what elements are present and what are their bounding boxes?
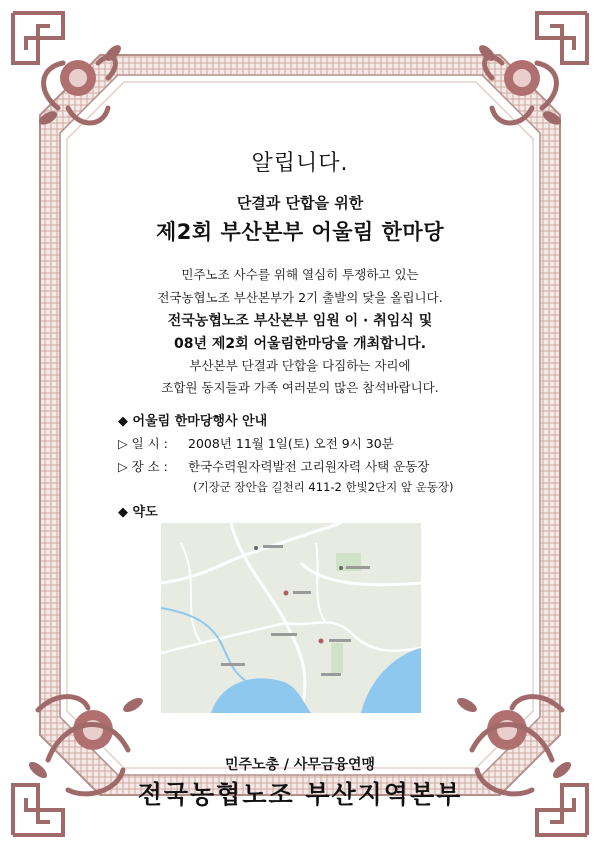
- message-line: 전국농협노조 부산본부가 2기 출발의 닻을 올립니다.: [157, 290, 443, 305]
- organization-name: 전국농협노조 부산지역본부: [137, 780, 463, 809]
- event-headline: 제2회 부산본부 어울림 한마당: [156, 220, 444, 244]
- notice-title: 알립니다.: [251, 151, 349, 176]
- location-map: [161, 523, 421, 713]
- ornament-bottom-left: [8, 650, 158, 840]
- message-line: 조합원 동지들과 가족 여러분의 많은 참석바랍니다.: [161, 380, 439, 395]
- organization-affiliation: 민주노총 / 사무금융연맹: [224, 757, 376, 773]
- ornament-top-right: [472, 8, 592, 148]
- date-label: ▷ 일 시 :: [118, 436, 168, 451]
- notice-subtitle: 단결과 단합을 위한: [236, 194, 364, 212]
- place-label: ▷ 장 소 :: [118, 459, 168, 474]
- event-section-title: ◆ 어울림 한마당행사 안내: [118, 414, 268, 429]
- ornament-top-left: [8, 8, 128, 148]
- message-line: 전국농협노조 부산본부 임원 이 · 취임식 및: [167, 313, 433, 329]
- message-line: 민주노조 사수를 위해 열심히 투쟁하고 있는: [181, 267, 419, 282]
- event-place-row: [118, 457, 429, 475]
- message-line: 08년 제2회 어울림한마당을 개최합니다.: [173, 336, 427, 352]
- date-value: 2008년 11월 1일(토) 오전 9시 30분: [188, 436, 394, 451]
- place-note: (기장군 장안읍 길천리 411-2 한빛2단지 앞 운동장): [193, 480, 454, 494]
- ornament-bottom-right: [442, 650, 592, 840]
- event-date-row: [118, 434, 394, 452]
- map-section-title: ◆ 약도: [118, 505, 158, 520]
- place-value: 한국수력원자력발전 고리원자력 사택 운동장: [188, 459, 430, 474]
- message-line: 부산본부 단결과 단합을 다짐하는 자리에: [189, 358, 411, 373]
